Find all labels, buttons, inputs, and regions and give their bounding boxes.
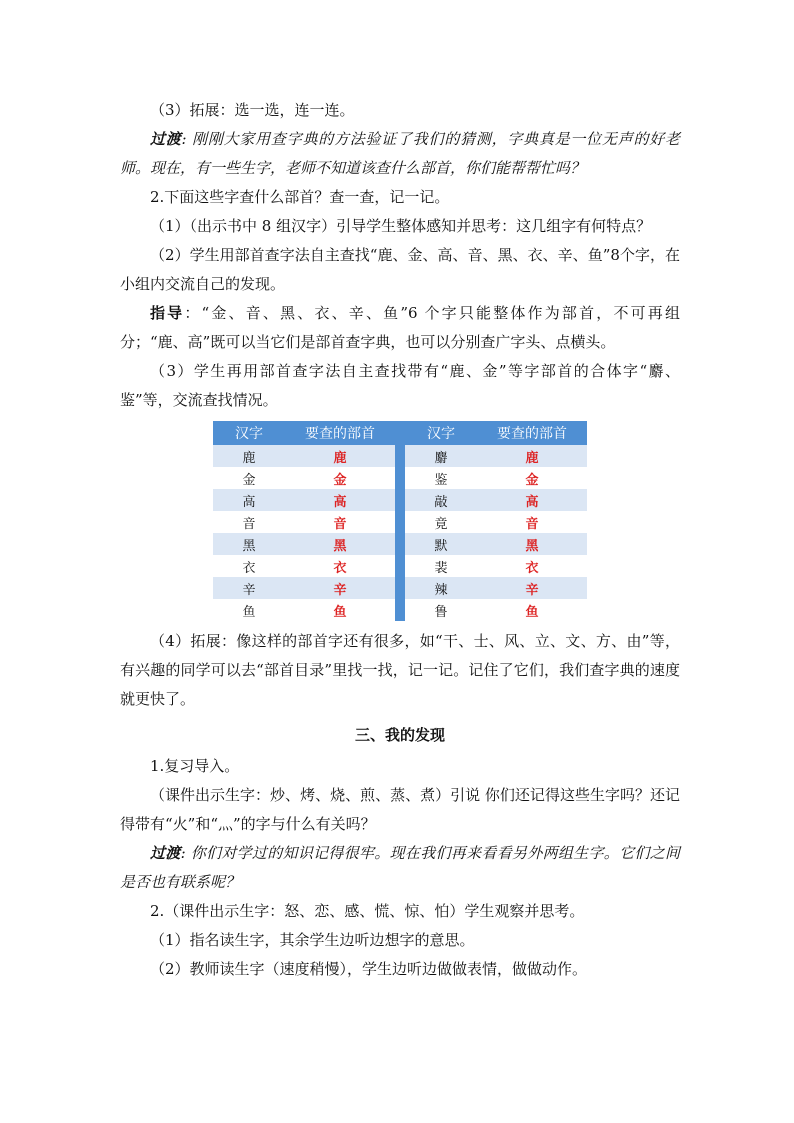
paragraph: （3）拓展：选一选，连一连。 bbox=[150, 101, 355, 119]
char-cell: 鲁 bbox=[405, 599, 477, 621]
table-separator bbox=[395, 421, 405, 445]
header-char: 汉字 bbox=[405, 421, 477, 445]
table-row bbox=[213, 489, 587, 511]
char-cell: 音 bbox=[213, 511, 285, 533]
paragraph bbox=[120, 299, 680, 357]
char-cell: 金 bbox=[213, 467, 285, 489]
radical-cell: 鹿 bbox=[477, 445, 587, 467]
table-separator bbox=[395, 445, 405, 467]
char-cell: 鱼 bbox=[213, 599, 285, 621]
section-heading: 三、我的发现 bbox=[354, 726, 445, 744]
paragraph: （2）教师读生字（速度稍慢），学生边听边做做表情，做做动作。 bbox=[150, 960, 588, 978]
radical-cell: 音 bbox=[285, 511, 395, 533]
char-cell: 裴 bbox=[405, 555, 477, 577]
paragraph: 2.下面这些字查什么部首？查一查，记一记。 bbox=[150, 188, 450, 206]
radical-cell: 辛 bbox=[477, 577, 587, 599]
char-cell: 鉴 bbox=[405, 467, 477, 489]
label-transition: 过渡 bbox=[150, 130, 182, 148]
radical-table bbox=[213, 421, 587, 621]
header-radical: 要查的部首 bbox=[285, 421, 395, 445]
radical-cell: 音 bbox=[477, 511, 587, 533]
paragraph-text: : 刚刚大家用查字典的方法验证了我们的猜测，字典真是一位无声的好老师。现在，有一些生字，老师不知道该查什么部首，你们能帮帮忙吗？ bbox=[120, 130, 680, 177]
table-row bbox=[213, 445, 587, 467]
table-row bbox=[213, 555, 587, 577]
radical-cell: 鹿 bbox=[285, 445, 395, 467]
paragraph bbox=[120, 125, 680, 183]
radical-cell: 高 bbox=[285, 489, 395, 511]
table-separator bbox=[395, 555, 405, 577]
label-guidance: 指导 bbox=[150, 304, 185, 322]
table-row bbox=[213, 533, 587, 555]
header-radical: 要查的部首 bbox=[477, 421, 587, 445]
char-cell: 麝 bbox=[405, 445, 477, 467]
table-row bbox=[213, 577, 587, 599]
radical-cell: 鱼 bbox=[285, 599, 395, 621]
table-separator bbox=[395, 489, 405, 511]
paragraph: （3）学生再用部首查字法自主查找带有“鹿、金”等字部首的合体字“麝、鉴”等，交流查找情况。 bbox=[120, 362, 680, 409]
radical-cell: 高 bbox=[477, 489, 587, 511]
paragraph-text: : 你们对学过的知识记得很牢。现在我们再来看看另外两组生字。它们之间是否也有联系呢？ bbox=[120, 844, 680, 891]
char-cell: 黑 bbox=[213, 533, 285, 555]
table-separator bbox=[395, 467, 405, 489]
char-cell: 竟 bbox=[405, 511, 477, 533]
radical-table-wrapper bbox=[120, 421, 680, 621]
table-row bbox=[213, 511, 587, 533]
char-cell: 默 bbox=[405, 533, 477, 555]
paragraph: 1.复习导入。 bbox=[150, 757, 240, 775]
char-cell: 高 bbox=[213, 489, 285, 511]
paragraph: （4）拓展：像这样的部首字还有很多，如“干、士、风、立、文、方、由”等，有兴趣的同学可以去“部首目录”里找一找，记一记。记住了它们，我们查字典的速度就更快了。 bbox=[120, 632, 680, 708]
table-separator bbox=[395, 511, 405, 533]
paragraph: （1）指名读生字，其余学生边听边想字的意思。 bbox=[150, 931, 475, 949]
paragraph: （2）学生用部首查字法自主查找“鹿、金、高、音、黑、衣、辛、鱼”8个字，在小组内交流自己的发现。 bbox=[120, 246, 680, 293]
char-cell: 辛 bbox=[213, 577, 285, 599]
paragraph: （课件出示生字：炒、烤、烧、煎、蒸、煮）引说 你们还记得这些生字吗？还记得带有“火”和“灬”的字与什么有关吗？ bbox=[120, 786, 680, 833]
radical-cell: 辛 bbox=[285, 577, 395, 599]
radical-cell: 衣 bbox=[285, 555, 395, 577]
radical-cell: 黑 bbox=[285, 533, 395, 555]
radical-cell: 金 bbox=[285, 467, 395, 489]
table-header-row bbox=[213, 421, 587, 445]
table-separator bbox=[395, 599, 405, 621]
table-separator bbox=[395, 577, 405, 599]
char-cell: 鹿 bbox=[213, 445, 285, 467]
table-row bbox=[213, 467, 587, 489]
char-cell: 辣 bbox=[405, 577, 477, 599]
radical-cell: 鱼 bbox=[477, 599, 587, 621]
header-char: 汉字 bbox=[213, 421, 285, 445]
table-separator bbox=[395, 533, 405, 555]
radical-cell: 黑 bbox=[477, 533, 587, 555]
table-row bbox=[213, 599, 587, 621]
paragraph: （1）（出示书中 8 组汉字）引导学生整体感知并思考：这几组字有何特点？ bbox=[150, 217, 652, 235]
paragraph bbox=[120, 839, 680, 897]
paragraph-text: ：“金、音、黑、衣、辛、鱼”6 个字只能整体作为部首，不可再组分；“鹿、高”既可以当它们是部首查字典，也可以分别查广字头、点横头。 bbox=[120, 304, 680, 351]
radical-cell: 衣 bbox=[477, 555, 587, 577]
document-body bbox=[120, 96, 680, 984]
char-cell: 敲 bbox=[405, 489, 477, 511]
char-cell: 衣 bbox=[213, 555, 285, 577]
paragraph: 2.（课件出示生字：怒、恋、感、慌、惊、怕）学生观察并思考。 bbox=[150, 902, 585, 920]
label-transition: 过渡 bbox=[150, 844, 181, 862]
radical-cell: 金 bbox=[477, 467, 587, 489]
